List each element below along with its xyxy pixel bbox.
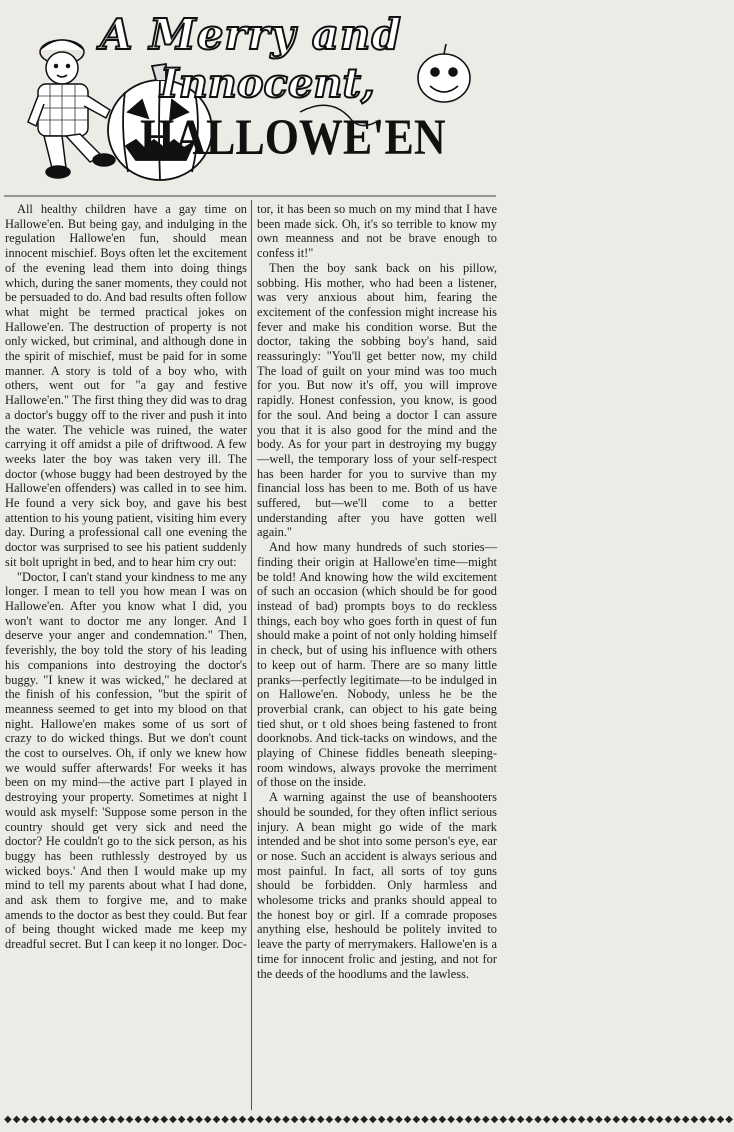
right-paragraph: Then the boy sank back on his pillow, sobbing. His mother, who had been a listener, was very anxious about him, fearing the excitement of the confession might increase his fever and make his condition worse. But the doctor, taking the sobbing boy's hand, said reassuringly: "You'll get better now, my child The load of guilt on your mind was too much for you. But now it's off, you will improve rapidly. Honest confession, you know, is good for the soul. And being a doctor I can assure you that it is also good for the mind and the body. As for your part in destroying my buggy—well, the temporary loss of your self-respect has been harder for you to survive than my financial loss has been to me. Both of us have suffered, but—we'll come to a better understanding after you have gotten well again." — [257, 260, 497, 540]
right-paragraph: A warning against the use of beanshooters should be sounded, for they often inflict serious injury. A bean might go wide of the mark intended and be shot into some person's eye, ear or nose. Such an accident is always serious and most painful. In fact, all sorts of toy guns should be forbidden. Only harmless and wholesome tricks and pranks should appeal to the honest boy or girl. If a comrade proposes anything else, heshould be politely invited to leave the party of merrymakers. Hallowe'en is a time for innocent frolic and jesting, and not for the deeds of the hoodlums and the lawless. — [257, 790, 497, 981]
left-paragraph: All healthy children have a gay time on Hallowe'en. But being gay, and indulging in the regulation Hallowe'en fun, should mean innocent mischief. Boys often let the excitement of the evening lead them into doing things which, during the saner moments, they could not be persuaded to do. And bad results often follow what might be termed practical jokes on Hallowe'en. The destruction of property is not only wicked, but criminal, and although done in the spirit of mischief, must be paid for in some manner. A story is told of a boy who, with others, went out for "a gay and festive Hallowe'en." The first thing they did was to drag a doctor's buggy off to the river and push it into the water. The vehicle was ruined, the water carrying it off amidst a pile of driftwood. A few weeks later the boy was taken very ill. The doctor (whose buggy had been destroyed by the Hallowe'en offenders) was called in to see him. He found a very sick boy, and gave his best attention to his young patient, visiting him every day. During a professional call one evening the doctor was surprised to see his patient suddenly sit bolt upright in bed, and to hear him cry out: — [5, 202, 247, 569]
article-header — [0, 0, 500, 200]
title-line-1: A Merry and — [100, 10, 402, 59]
title-line-2: Innocent, — [160, 60, 375, 107]
decorative-border: ◆◆◆◆◆◆◆◆◆◆◆◆◆◆◆◆◆◆◆◆◆◆◆◆◆◆◆◆◆◆◆◆◆◆◆◆◆◆◆◆◆◆◆◆◆◆◆◆◆◆◆◆◆◆◆◆◆◆◆◆◆◆◆◆◆◆◆◆◆◆◆◆◆◆◆◆◆◆◆◆◆◆◆◆ — [4, 1114, 734, 1125]
right-column — [257, 202, 497, 981]
small-pumpkin-face-icon — [418, 44, 470, 102]
right-paragraph: And how many hundreds of such stories—finding their origin at Hallowe'en time—might be told! And knowing how the wild excitement of such an occasion (which should be for good instead of bad) prompts boys to do reckless things, each boy who goes forth in quest of fun should make a point of not only holding himself in check, but of using his influence with others to keep out of harm. There are so many little pranks—perfectly legitimate—to be indulged in on Hallowe'en. Nobody, unless he be the proverbial crank, can object to his gate being tied shut, or t old shoes being fastened to front doorknobs. And tick-tacks on windows, and the playing of Chinese fiddles beneath sleeping-room windows, always provoke the merriment of those on the inside. — [257, 540, 497, 790]
column-divider — [251, 200, 252, 1110]
title-line-3: HALLOWE'EN — [140, 109, 446, 166]
boy-illustration — [28, 40, 115, 178]
right-paragraph-continuation: tor, it has been so much on my mind that I have been made sick. Oh, it's so terrible to know my own meanness and not be brave enough to confess it!" — [257, 202, 497, 261]
left-paragraph: "Doctor, I can't stand your kindness to me any longer. I mean to tell you how mean I was on Hallowe'en. After you know what I did, you won't want to doctor me any longer. And I deserve your anger and condemnation." Then, feverishly, the boy told the story of his leading his companions into destroying the doctor's buggy. "I knew it was wicked," he declared at the finish of his confession, "but the spirit of meanness seemed to get into my blood on that night. Hallowe'en makes some of us sort of crazy to do wicked things. But we don't count the cost to ourselves. Oh, if only we knew how we would suffer afterwards! For weeks it has been on my mind—the active part I played in destroying your property. Sometimes at night I would ask myself: 'Suppose some person in the country should get very sick and need the doctor? He couldn't go to the sick person, as his buggy has been ruthlessly destroyed by us wicked boys.' And then I would make up my mind to tell my parents about what I had done, and ask them to forgive me, and to make amends to the doctor as best they could. But fear of being thought wicked made me keep my dreadful secret. But I can keep it no longer. Doc- — [5, 569, 247, 952]
left-column — [5, 202, 247, 952]
